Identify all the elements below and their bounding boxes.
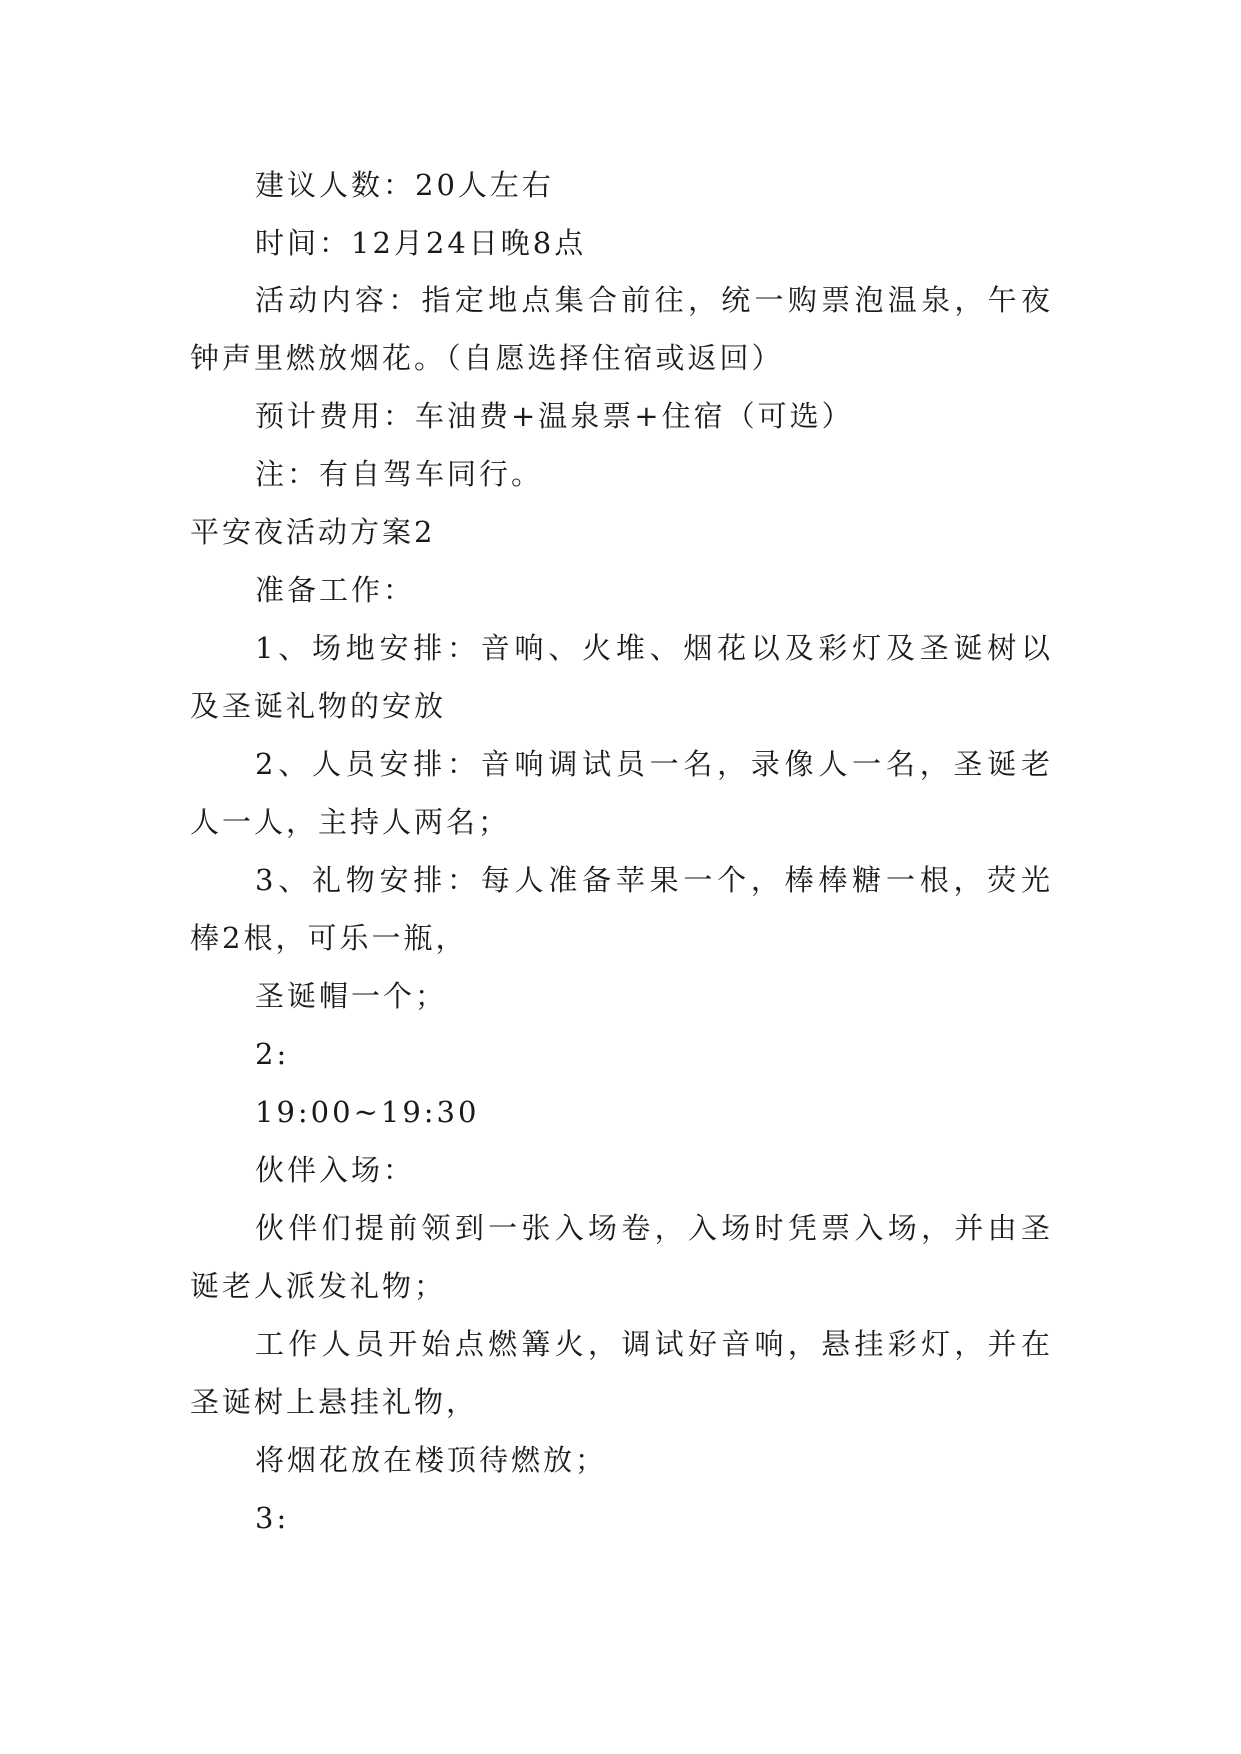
- paragraph-line: 建议人数：20人左右: [255, 168, 554, 202]
- paragraph-line: 2、人员安排：音响调试员一名，录像人一名，圣诞老: [255, 747, 1050, 781]
- paragraph-line: 时间：12月24日晚8点: [255, 226, 587, 260]
- paragraph-line: 钟声里燃放烟花。（自愿选择住宿或返回）: [190, 341, 784, 375]
- paragraph-line: 圣诞树上悬挂礼物，: [190, 1385, 479, 1419]
- paragraph-line: 棒2根，可乐一瓶，: [190, 921, 468, 955]
- paragraph-line: 注：有自驾车同行。: [255, 457, 544, 491]
- paragraph-line: 1、场地安排：音响、火堆、烟花以及彩灯及圣诞树以: [255, 631, 1050, 665]
- paragraph-line: 2:: [255, 1037, 290, 1071]
- paragraph-line: 圣诞帽一个；: [255, 979, 448, 1013]
- paragraph-line: 活动内容：指定地点集合前往，统一购票泡温泉，午夜: [255, 283, 1050, 317]
- paragraph-line: 诞老人派发礼物；: [190, 1269, 447, 1303]
- paragraph-line: 19:00~19:30: [255, 1095, 480, 1129]
- paragraph-line: 预计费用：车油费+温泉票+住宿（可选）: [255, 399, 854, 433]
- paragraph-line: 3、礼物安排：每人准备苹果一个，棒棒糖一根，荧光: [255, 863, 1050, 897]
- paragraph-line: 工作人员开始点燃篝火，调试好音响，悬挂彩灯，并在: [255, 1327, 1050, 1361]
- paragraph-line: 3:: [255, 1501, 290, 1535]
- paragraph-line: 及圣诞礼物的安放: [190, 689, 447, 723]
- paragraph-line: 伙伴们提前领到一张入场卷，入场时凭票入场，并由圣: [255, 1211, 1050, 1245]
- section-heading: 平安夜活动方案2: [190, 515, 436, 549]
- paragraph-line: 伙伴入场：: [255, 1153, 416, 1187]
- paragraph-line: 人一人，主持人两名；: [190, 805, 511, 839]
- paragraph-line: 将烟花放在楼顶待燃放；: [255, 1443, 608, 1477]
- paragraph-line: 准备工作：: [255, 573, 416, 607]
